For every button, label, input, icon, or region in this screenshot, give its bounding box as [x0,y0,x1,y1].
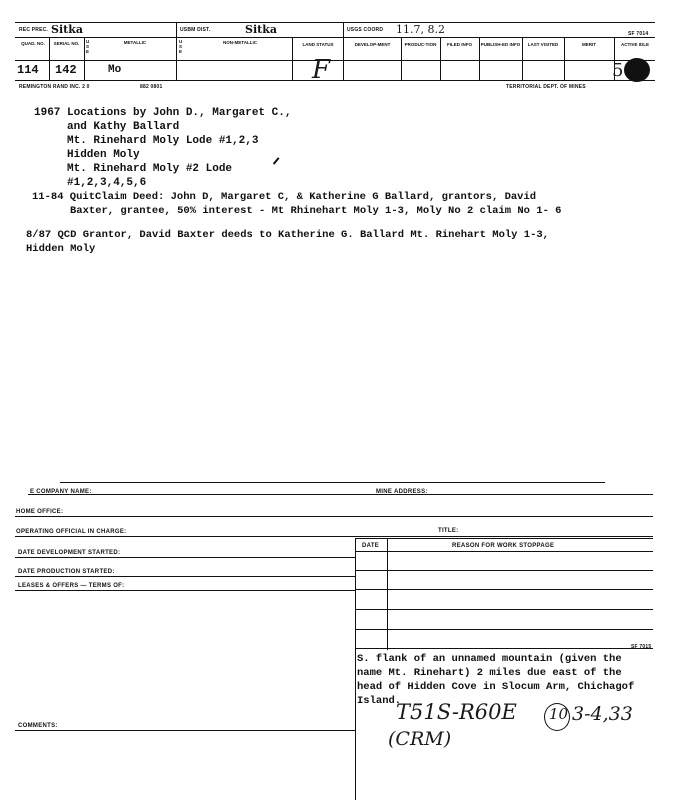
comments-divider [355,650,356,800]
mine-address-label: MINE ADDRESS: [376,489,428,495]
date-production-started-label: DATE PRODUCTION STARTED: [18,569,115,575]
township-range-handwritten: T51S-R60E [396,700,517,724]
title-label: TITLE: [438,528,459,534]
usgs-coord-label: USGS COORD [347,27,384,33]
notes-line: Mt. Rinehard Moly #2 Lode [67,163,233,175]
section-number-handwritten: 10 [549,705,569,723]
notes-line: #1,2,3,4,5,6 [67,177,147,189]
header-mid-rule [15,37,655,38]
date-table-left [355,538,356,650]
col-metallic: METALLIC [123,40,147,45]
notes-line: Mt. Rinehard Moly Lode #1,2,3 [67,135,259,147]
date-table-row [355,629,653,630]
rec-prec-label: REC PREC. [19,27,49,33]
location-line: S. flank of an unnamed mountain (given the [357,653,622,665]
company-name-label: E COMPANY NAME: [30,489,92,495]
home-office-rule [15,516,653,517]
col-use-letters-2: U S E [179,39,183,54]
col-land-status: LAND STATUS [302,42,334,47]
notes-line: Baxter, grantee, 50% interest - Mt Rhinehart Moly 1-3, Moly No 2 claim No 1- 6 [70,205,562,217]
serial-value: 142 [55,63,77,77]
dev-started-rule [15,557,355,558]
pen-tick-mark [273,157,279,164]
col-filed-info: FILED INFO [447,42,472,47]
subsection-handwritten: 3-4,33 [572,703,633,725]
reason-column-header: REASON FOR WORK STOPPAGE [452,543,555,549]
col-production: PRODUC-TION [404,42,437,47]
col-quad-no: QUAD. NO. [21,41,45,46]
comments-rule [15,730,355,731]
col-divider [343,37,344,80]
date-development-started-label: DATE DEVELOPMENT STARTED: [18,550,121,556]
notes-line: Hidden Moly [26,243,96,255]
usbm-dist-value: Sitka [245,23,277,36]
operating-official-label: OPERATING OFFICIAL IN CHARGE: [16,529,127,535]
comments-label: COMMENTS: [18,723,58,729]
date-table-divider [387,538,388,650]
initials-handwritten: (CRM) [388,728,452,750]
col-last-visited: LAST VISITED [527,42,559,47]
usbm-dist-label: USBM DIST. [180,27,211,33]
col-published-info: PUBLISH-ED INFO [480,42,521,47]
date-table-row [355,648,653,649]
col-divider [84,37,85,80]
location-line: name Mt. Rinehart) 2 miles due east of the [357,667,622,679]
col-development: DEVELOP-MENT [354,42,391,47]
notes-line: and Kathy Ballard [67,121,180,133]
notes-line: Hidden Moly [67,149,140,161]
col-nonmetallic: NON-METALLIC [223,40,257,45]
notes-line: 11-84 QuitClaim Deed: John D, Margaret C, & Katherine G Ballard, grantors, David [32,191,537,203]
merit-mark: 5 [612,60,624,81]
active-status-dot [624,58,650,82]
notes-line: 8/87 QCD Grantor, David Baxter deeds to Katherine G. Ballard Mt. Rinehart Moly 1-3, [26,229,549,241]
date-table-row [355,609,653,610]
col-use-letters: U S E [86,39,90,54]
header-top-rule [15,22,655,23]
col-merit: MERIT [582,42,596,47]
date-table-top [355,538,653,539]
rec-prec-value: Sitka [51,23,83,36]
form-number: SF 7014 [628,31,649,37]
prod-started-rule [15,576,355,577]
date-table-row [355,570,653,571]
company-rule [28,494,653,495]
location-line: head of Hidden Cove in Slocum Arm, Chichagof [357,681,635,693]
form-number-small: SF 7015 [631,644,652,650]
col-serial-no: SERIAL NO. [53,41,80,46]
land-status-mark: F [312,55,331,85]
date-column-header: DATE [362,543,380,549]
header-bottom-rule [15,80,655,81]
footer-strip-codes: 882 0801 [140,84,163,90]
notes-line: 1967 Locations by John D., Margaret C., [34,107,292,119]
metallic-value: Mo [108,64,122,76]
leases-offers-label: LEASES & OFFERS — TERMS OF: [18,583,125,589]
header-row-rule [15,60,655,61]
form-top-rule [60,482,605,483]
leases-rule [15,590,355,591]
footer-strip-right: TERRITORIAL DEPT. OF MINES [506,84,586,90]
divider-usgs [343,22,344,37]
footer-strip-left: REMINGTON RAND INC. 2 0 [19,84,90,90]
usgs-coord-value: 11.7, 8.2 [396,23,445,36]
quad-value: 114 [17,63,39,77]
col-divider [292,37,293,80]
location-line: Island. [357,695,402,707]
home-office-label: HOME OFFICE: [16,509,64,515]
date-table-row [355,589,653,590]
date-table-header-rule [355,551,653,552]
col-active-idle: ACTIVE IDLE [620,42,649,47]
divider-usbm [176,22,177,80]
official-rule [15,536,653,537]
